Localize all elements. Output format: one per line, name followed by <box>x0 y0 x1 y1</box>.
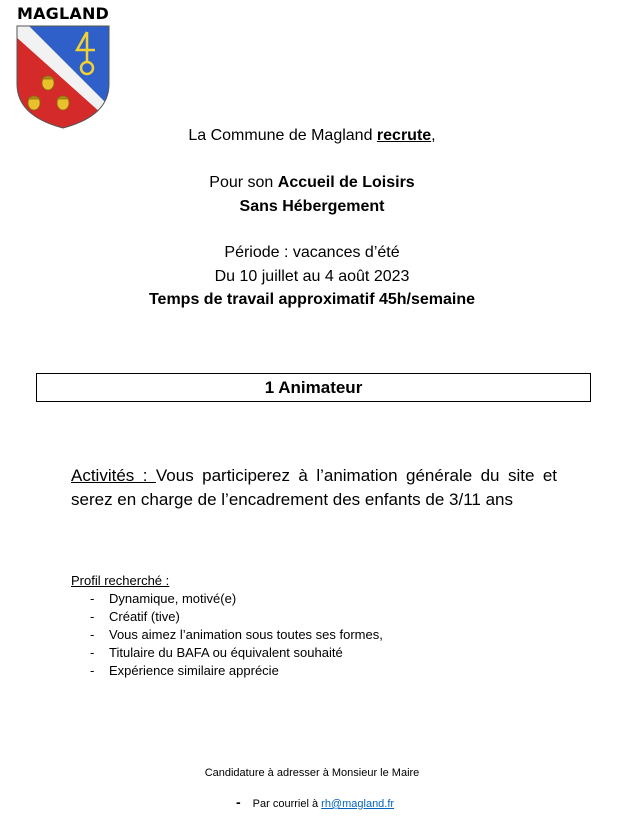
list-item: - Dynamique, motivé(e) <box>90 591 237 606</box>
email-link[interactable]: rh@magland.fr <box>321 798 395 810</box>
logo-title: MAGLAND <box>16 4 110 23</box>
logo <box>12 4 114 130</box>
activites-label: Activités : <box>71 466 156 485</box>
poste-box: 1 Animateur <box>36 373 591 402</box>
list-item: - Vous aimez l’animation sous toutes ses formes, <box>90 627 383 642</box>
periode-line: Période : vacances d’été <box>224 244 400 261</box>
profil-list <box>71 590 383 680</box>
accueil-line <box>0 174 624 192</box>
hebergement-line: Sans Hébergement <box>239 198 385 215</box>
temps-line: Temps de travail approximatif 45h/semaine <box>148 291 476 308</box>
profil-label: Profil recherché : <box>71 573 170 588</box>
recrute-line <box>0 127 624 145</box>
recrute-suffix: , <box>431 127 436 144</box>
candidature-line: Candidature à adresser à Monsieur le Maire <box>204 767 420 779</box>
accueil-bold: Accueil de Loisirs <box>277 174 415 191</box>
list-item: - Créatif (tive) <box>90 609 180 624</box>
activites-paragraph <box>71 464 557 512</box>
profil-section <box>71 572 383 680</box>
coat-of-arms-icon <box>15 24 111 130</box>
list-item: - Titulaire du BAFA ou équivalent souhaité <box>90 645 343 660</box>
courriel-line <box>236 794 394 810</box>
recrute-prefix: La Commune de Magland <box>188 127 377 144</box>
list-item: - Expérience similaire apprécie <box>90 663 279 678</box>
recrute-word: recrute <box>376 127 432 144</box>
activites-text: Vous participerez à l’animation générale du site et serez en charge de l’encadrement des enfants de 3/11 ans <box>71 466 558 509</box>
courriel-prefix: Par courriel à <box>252 798 322 810</box>
dash-bullet: - <box>236 794 241 810</box>
dates-line: Du 10 juillet au 4 août 2023 <box>214 268 410 285</box>
accueil-prefix: Pour son <box>209 174 278 191</box>
